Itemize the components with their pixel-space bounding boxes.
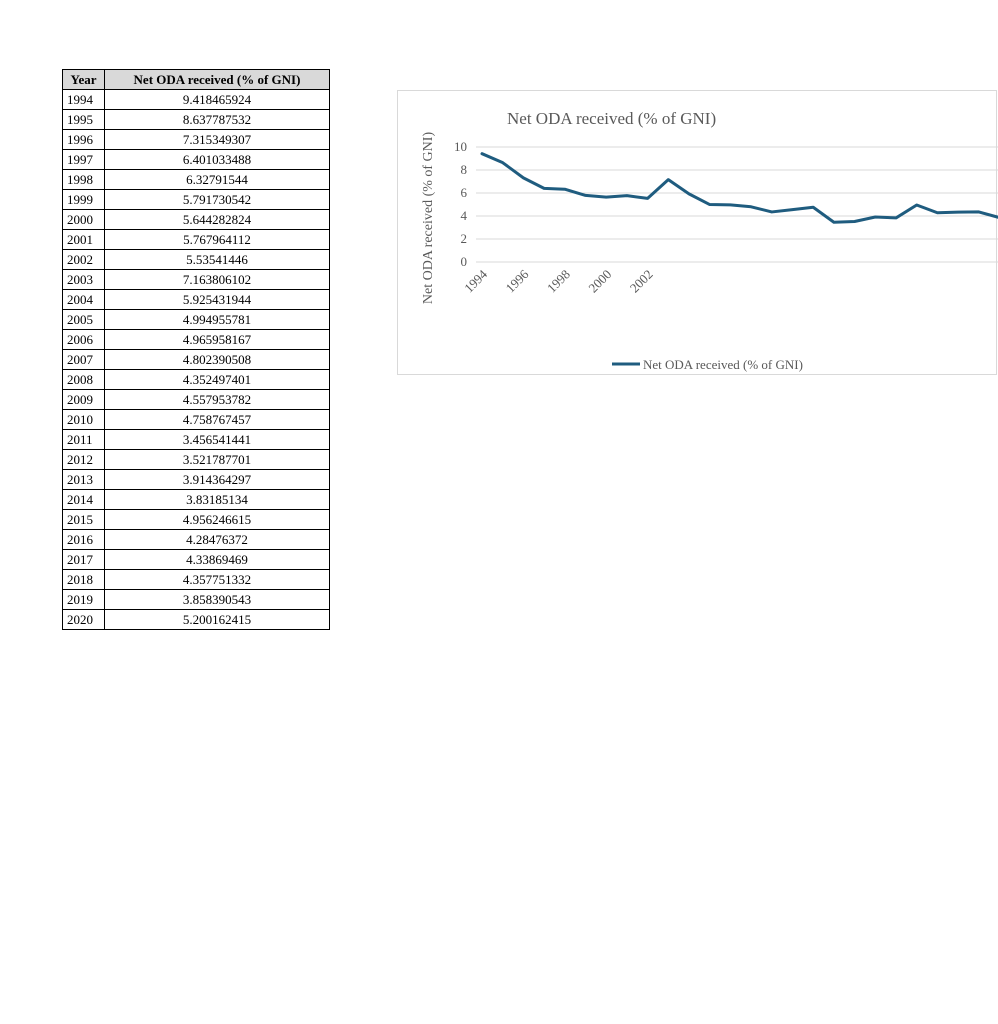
- table-row: [63, 390, 330, 410]
- table-row: [63, 330, 330, 350]
- table-row: [63, 430, 330, 450]
- cell-oda-value: 9.418465924: [105, 90, 330, 110]
- cell-year: 2002: [63, 250, 105, 270]
- x-tick-label: 1996: [502, 266, 532, 296]
- table-row: [63, 410, 330, 430]
- cell-year: 2007: [63, 350, 105, 370]
- cell-year: 2012: [63, 450, 105, 470]
- cell-oda-value: 8.637787532: [105, 110, 330, 130]
- table-row: [63, 510, 330, 530]
- header-oda: Net ODA received (% of GNI): [105, 70, 330, 90]
- table-row: [63, 290, 330, 310]
- chart-frame: [397, 90, 997, 375]
- y-tick-label: 6: [460, 185, 467, 200]
- cell-oda-value: 5.767964112: [105, 230, 330, 250]
- cell-oda-value: 4.802390508: [105, 350, 330, 370]
- y-tick-label: 2: [460, 231, 467, 246]
- table-row: [63, 130, 330, 150]
- cell-oda-value: 4.28476372: [105, 530, 330, 550]
- cell-year: 2018: [63, 570, 105, 590]
- cell-oda-value: 6.401033488: [105, 150, 330, 170]
- cell-year: 1998: [63, 170, 105, 190]
- cell-oda-value: 4.352497401: [105, 370, 330, 390]
- y-tick-label: 8: [460, 162, 467, 177]
- x-tick-label: 1998: [543, 266, 573, 296]
- x-tick-label: 2000: [585, 266, 615, 296]
- cell-year: 2010: [63, 410, 105, 430]
- table-row: [63, 210, 330, 230]
- table-header-row: [63, 70, 330, 90]
- cell-oda-value: 3.456541441: [105, 430, 330, 450]
- data-table: [62, 69, 330, 630]
- table-row: [63, 170, 330, 190]
- cell-oda-value: 5.644282824: [105, 210, 330, 230]
- legend: [612, 357, 803, 372]
- cell-year: 2008: [63, 370, 105, 390]
- table-row: [63, 250, 330, 270]
- legend-label: Net ODA received (% of GNI): [643, 357, 803, 372]
- chart-title: Net ODA received (% of GNI): [507, 109, 717, 128]
- x-tick-label: 2002: [626, 266, 656, 296]
- table-row: [63, 150, 330, 170]
- cell-oda-value: 4.758767457: [105, 410, 330, 430]
- cell-oda-value: 7.315349307: [105, 130, 330, 150]
- cell-year: 2019: [63, 590, 105, 610]
- table-row: [63, 570, 330, 590]
- y-tick-label: 0: [460, 254, 467, 269]
- table-row: [63, 270, 330, 290]
- table-row: [63, 550, 330, 570]
- cell-oda-value: 3.914364297: [105, 470, 330, 490]
- cell-year: 2016: [63, 530, 105, 550]
- cell-year: 1995: [63, 110, 105, 130]
- cell-oda-value: 4.956246615: [105, 510, 330, 530]
- cell-year: 2013: [63, 470, 105, 490]
- table-row: [63, 470, 330, 490]
- y-axis-ticks: [454, 139, 468, 269]
- table-row: [63, 590, 330, 610]
- cell-oda-value: 5.925431944: [105, 290, 330, 310]
- cell-year: 2017: [63, 550, 105, 570]
- cell-oda-value: 4.33869469: [105, 550, 330, 570]
- table-row: [63, 450, 330, 470]
- cell-oda-value: 7.163806102: [105, 270, 330, 290]
- line-chart: [398, 91, 998, 376]
- cell-year: 2001: [63, 230, 105, 250]
- table-body: [63, 90, 330, 630]
- table-row: [63, 110, 330, 130]
- table-row: [63, 190, 330, 210]
- cell-year: 1996: [63, 130, 105, 150]
- cell-year: 2015: [63, 510, 105, 530]
- table-row: [63, 230, 330, 250]
- cell-year: 2014: [63, 490, 105, 510]
- table-row: [63, 90, 330, 110]
- chart-container: [397, 90, 803, 376]
- cell-oda-value: 5.200162415: [105, 610, 330, 630]
- cell-year: 2000: [63, 210, 105, 230]
- cell-year: 2005: [63, 310, 105, 330]
- table-row: [63, 350, 330, 370]
- y-axis-label: Net ODA received (% of GNI): [421, 131, 436, 305]
- cell-oda-value: 4.994955781: [105, 310, 330, 330]
- table-row: [63, 610, 330, 630]
- series-group: [482, 154, 998, 223]
- cell-oda-value: 5.53541446: [105, 250, 330, 270]
- cell-year: 2009: [63, 390, 105, 410]
- cell-year: 2006: [63, 330, 105, 350]
- table-row: [63, 490, 330, 510]
- cell-oda-value: 3.521787701: [105, 450, 330, 470]
- header-year: Year: [63, 70, 105, 90]
- series-line: [482, 154, 998, 223]
- cell-year: 1999: [63, 190, 105, 210]
- cell-oda-value: 4.557953782: [105, 390, 330, 410]
- cell-oda-value: 3.858390543: [105, 590, 330, 610]
- cell-oda-value: 6.32791544: [105, 170, 330, 190]
- cell-oda-value: 4.965958167: [105, 330, 330, 350]
- cell-oda-value: 3.83185134: [105, 490, 330, 510]
- table-row: [63, 370, 330, 390]
- cell-year: 1994: [63, 90, 105, 110]
- cell-year: 2020: [63, 610, 105, 630]
- x-axis-ticks: [461, 266, 656, 295]
- table-row: [63, 310, 330, 330]
- y-tick-label: 10: [454, 139, 467, 154]
- cell-oda-value: 5.791730542: [105, 190, 330, 210]
- cell-oda-value: 4.357751332: [105, 570, 330, 590]
- y-tick-label: 4: [460, 208, 467, 223]
- cell-year: 2011: [63, 430, 105, 450]
- cell-year: 2004: [63, 290, 105, 310]
- cell-year: 2003: [63, 270, 105, 290]
- cell-year: 1997: [63, 150, 105, 170]
- x-tick-label: 1994: [461, 266, 491, 296]
- table-row: [63, 530, 330, 550]
